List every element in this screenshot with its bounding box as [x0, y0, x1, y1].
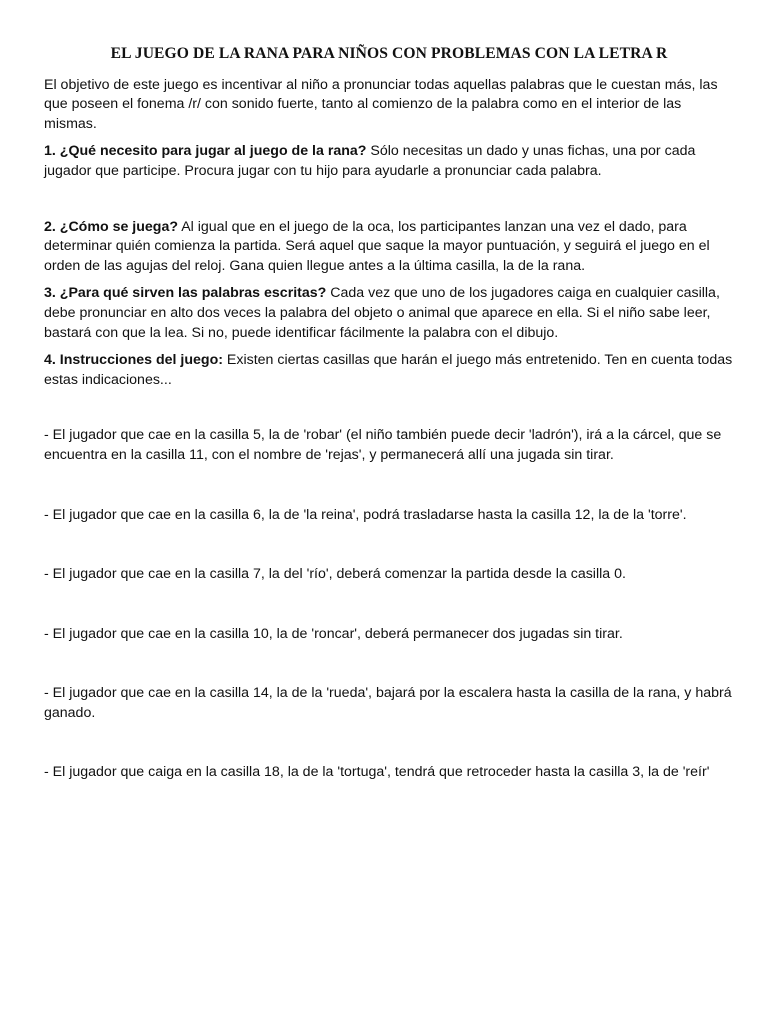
section-3-heading: 3. ¿Para qué sirven las palabras escritas?: [44, 285, 327, 302]
rule-item: - El jugador que cae en la casilla 5, la de 'robar' (el niño también puede decir 'ladrón'), irá a la cárcel, que se encuentra en la casilla 11, con el nombre de 'rejas', y permanecerá allí una jugada sin tirar.: [44, 427, 722, 463]
section-3-paragraph: [44, 284, 734, 343]
section-4-paragraph: [44, 351, 734, 390]
section-2-paragraph: [44, 218, 734, 277]
section-1-text: Sólo necesitas un dado y unas fichas, una por cada jugador que participe. Procura jugar con tu hijo para ayudarle a pronunciar cada palabra.: [44, 143, 696, 179]
section-3-text: Cada vez que uno de los jugadores caiga en cualquier casilla, debe pronunciar en alto dos veces la palabra del objeto o animal que aparece en ella. Si el niño sabe leer, bastará con que la lea. Si no, puede identificar fácilmente la palabra con el dibujo.: [44, 285, 720, 341]
intro-paragraph: El objetivo de este juego es incentivar al niño a pronunciar todas aquellas palabras que le cuestan más, las que poseen el fonema /r/ con sonido fuerte, tanto al comienzo de la palabra como en el interior de las mismas.: [44, 76, 718, 132]
rule-item: - El jugador que cae en la casilla 14, la de la 'rueda', bajará por la escalera hasta la casilla de la rana, y habrá ganado.: [44, 685, 732, 721]
section-2-text: Al igual que en el juego de la oca, los participantes lanzan una vez el dado, para determinar quién comienza la partida. Será aquel que saque la mayor puntuación, y seguirá el juego en el orden de las agujas del reloj. Gana quien llegue antes a la última casilla, la de la rana.: [44, 218, 710, 274]
section-2-heading: 2. ¿Cómo se juega?: [44, 218, 179, 235]
document-title: EL JUEGO DE LA RANA PARA NIÑOS CON PROBLEMAS CON LA LETRA R: [110, 45, 668, 62]
rule-item: - El jugador que cae en la casilla 6, la de 'la reina', podrá trasladarse hasta la casilla 12, la de la 'torre'.: [44, 506, 687, 523]
rule-item: - El jugador que cae en la casilla 7, la del 'río', deberá comenzar la partida desde la casilla 0.: [44, 566, 626, 583]
section-1-heading: 1. ¿Qué necesito para jugar al juego de la rana?: [44, 143, 367, 160]
section-4-heading: 4. Instrucciones del juego:: [44, 352, 223, 369]
rule-item: - El jugador que cae en la casilla 10, la de 'roncar', deberá permanecer dos jugadas sin tirar.: [44, 625, 623, 642]
rule-item: - El jugador que caiga en la casilla 18, la de la 'tortuga', tendrá que retroceder hasta la casilla 3, la de 'reír': [44, 764, 710, 781]
section-4-text: Existen ciertas casillas que harán el juego más entretenido. Ten en cuenta todas estas indicaciones...: [44, 352, 733, 388]
document-page: [44, 44, 734, 783]
section-1-paragraph: [44, 142, 734, 181]
